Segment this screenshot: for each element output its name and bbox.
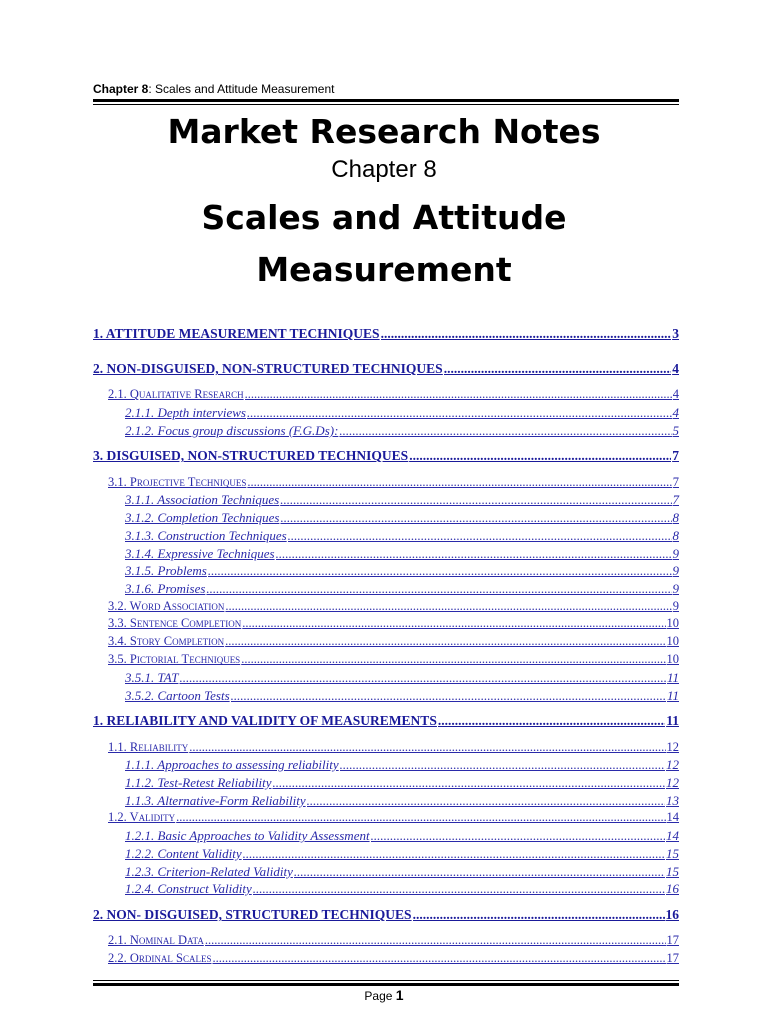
toc-entry-level3[interactable]	[125, 688, 679, 704]
toc-entry-page: 16	[665, 907, 679, 922]
toc-entry-title: 1.2.1. Basic Approaches to Validity Assessment	[125, 828, 370, 843]
toc-entry-page: 8	[672, 510, 679, 525]
toc-entry-page: 11	[666, 688, 679, 703]
toc-dot-leader	[225, 634, 665, 649]
toc-entry-title: 2.1.1. Depth interviews	[125, 405, 246, 420]
toc-dot-leader	[179, 670, 665, 686]
toc-entry-page: 7	[672, 492, 679, 507]
toc-entry-title: 1.1. Reliability	[108, 740, 189, 754]
toc-dot-leader	[381, 326, 672, 342]
toc-dot-leader	[243, 846, 665, 862]
toc-entry-title: 2.1.2. Focus group discussions (F.G.Ds):	[125, 423, 339, 438]
toc-entry-page: 8	[672, 528, 679, 543]
toc-dot-leader	[241, 652, 665, 667]
toc-entry-title: 2. NON-DISGUISED, NON-STRUCTURED TECHNIQUES	[93, 361, 443, 376]
toc-dot-leader	[231, 688, 666, 704]
toc-entry-level3[interactable]	[125, 846, 679, 862]
toc-entry-level3[interactable]	[125, 775, 679, 791]
toc-entry-level2[interactable]	[108, 810, 679, 825]
toc-dot-leader	[276, 546, 672, 562]
toc-dot-leader	[253, 881, 665, 897]
chapter-title-line2: Measurement	[256, 250, 512, 289]
footer-rule	[93, 983, 679, 986]
toc-entry-title: 3.1.4. Expressive Techniques	[125, 546, 275, 561]
toc-entry-page: 17	[666, 933, 679, 947]
toc-dot-leader	[444, 361, 672, 377]
toc-entry-title: 1. RELIABILITY AND VALIDITY OF MEASUREMENTS	[93, 713, 437, 728]
toc-entry-page: 12	[666, 757, 679, 772]
toc-entry-level2[interactable]	[108, 475, 679, 490]
toc-entry-level3[interactable]	[125, 405, 679, 421]
toc-entry-title: 3.5. Pictorial Techniques	[108, 652, 241, 666]
toc-entry-title: 1.1.1. Approaches to assessing reliability	[125, 757, 339, 772]
toc-entry-page: 15	[666, 864, 679, 879]
toc-entry-page: 3	[672, 326, 679, 341]
toc-entry-level3[interactable]	[125, 881, 679, 897]
toc-entry-level3[interactable]	[125, 492, 679, 508]
toc-dot-leader	[307, 793, 665, 809]
toc-dot-leader	[176, 810, 665, 825]
toc-entry-title: 2. NON- DISGUISED, STRUCTURED TECHNIQUES	[93, 907, 412, 922]
toc-entry-title: 3.1.3. Construction Techniques	[125, 528, 287, 543]
header-chapter-label: Chapter 8	[93, 82, 149, 96]
toc-entry-page: 13	[666, 793, 679, 808]
toc-entry-page: 9	[672, 581, 679, 596]
toc-entry-level2[interactable]	[108, 951, 679, 966]
toc-entry-level3[interactable]	[125, 670, 679, 686]
toc-dot-leader	[225, 599, 671, 614]
toc-entry-page: 10	[666, 634, 679, 648]
toc-entry-level3[interactable]	[125, 581, 679, 597]
toc-entry-level3[interactable]	[125, 528, 679, 544]
toc-entry-title: 1.1.3. Alternative-Form Reliability	[125, 793, 306, 808]
running-header	[93, 82, 334, 96]
toc-entry-page: 16	[666, 881, 679, 896]
header-chapter-title: : Scales and Attitude Measurement	[148, 82, 335, 96]
toc-dot-leader	[339, 423, 671, 439]
toc-entry-page: 4	[672, 361, 679, 376]
toc-entry-level2[interactable]	[108, 740, 679, 755]
chapter-title-line1: Scales and Attitude	[201, 198, 567, 237]
toc-dot-leader	[205, 933, 666, 948]
toc-entry-level3[interactable]	[125, 563, 679, 579]
toc-entry-page: 4	[672, 387, 679, 401]
toc-entry-title: 2.1. Qualitative Research	[108, 387, 244, 401]
toc-dot-leader	[340, 757, 665, 773]
toc-dot-leader	[280, 492, 671, 508]
toc-entry-title: 3.5.2. Cartoon Tests	[125, 688, 230, 703]
toc-dot-leader	[247, 405, 672, 421]
toc-entry-page: 14	[666, 828, 679, 843]
toc-entry-level1[interactable]	[93, 907, 679, 923]
chapter-label: Chapter 8	[331, 156, 437, 183]
page-number: 1	[395, 987, 404, 1003]
document-title: Market Research Notes	[167, 112, 601, 151]
toc-entry-level2[interactable]	[108, 387, 679, 402]
toc-entry-level2[interactable]	[108, 652, 679, 667]
toc-entry-title: 3.1.2. Completion Techniques	[125, 510, 280, 525]
toc-entry-level3[interactable]	[125, 828, 679, 844]
toc-entry-page: 17	[666, 951, 679, 965]
toc-dot-leader	[212, 951, 665, 966]
toc-entry-page: 15	[666, 846, 679, 861]
toc-entry-level3[interactable]	[125, 546, 679, 562]
toc-entry-title: 2.1. Nominal Data	[108, 933, 204, 947]
toc-entry-level1[interactable]	[93, 326, 679, 342]
toc-entry-level1[interactable]	[93, 361, 679, 377]
toc-entry-page: 11	[666, 670, 679, 685]
footer-rule-thin	[93, 980, 679, 981]
toc-dot-leader	[288, 528, 672, 544]
header-rule	[93, 99, 679, 102]
toc-entry-page: 4	[672, 405, 679, 420]
toc-dot-leader	[208, 563, 672, 579]
toc-entry-page: 7	[672, 475, 679, 489]
toc-dot-leader	[247, 475, 671, 490]
toc-entry-page: 9	[672, 546, 679, 561]
page-footer	[0, 987, 768, 1003]
toc-entry-page: 7	[672, 448, 679, 463]
toc-entry-title: 1.1.2. Test-Retest Reliability	[125, 775, 272, 790]
toc-entry-level1[interactable]	[93, 713, 679, 729]
toc-dot-leader	[272, 775, 665, 791]
toc-entry-page: 9	[672, 599, 679, 613]
toc-dot-leader	[280, 510, 671, 526]
toc-entry-level3[interactable]	[125, 793, 679, 809]
toc-entry-title: 1.2. Validity	[108, 810, 176, 824]
chapter-title	[0, 192, 768, 296]
toc-entry-level1[interactable]	[93, 448, 679, 464]
toc-entry-title: 3.1. Projective Techniques	[108, 475, 247, 489]
toc-entry-level3[interactable]	[125, 864, 679, 880]
toc-entry-level2[interactable]	[108, 634, 679, 649]
toc-dot-leader	[189, 740, 665, 755]
toc-entry-title: 2.2. Ordinal Scales	[108, 951, 212, 965]
toc-entry-title: 3.1.6. Promises	[125, 581, 206, 596]
toc-entry-level2[interactable]	[108, 616, 679, 631]
toc-entry-page: 11	[666, 713, 679, 728]
toc-dot-leader	[413, 907, 665, 923]
toc-entry-page: 10	[666, 616, 679, 630]
toc-dot-leader	[206, 581, 671, 597]
toc-entry-title: 3.1.1. Association Techniques	[125, 492, 280, 507]
toc-entry-title: 3.3. Sentence Completion	[108, 616, 242, 630]
toc-entry-title: 1.2.3. Criterion-Related Validity	[125, 864, 293, 879]
toc-entry-title: 3.4. Story Completion	[108, 634, 225, 648]
toc-entry-title: 3.2. Word Association	[108, 599, 225, 613]
toc-entry-page: 14	[666, 810, 679, 824]
toc-dot-leader	[438, 713, 665, 729]
toc-entry-title: 3.5.1. TAT	[125, 670, 179, 685]
toc-entry-level3[interactable]	[125, 510, 679, 526]
toc-entry-page: 12	[666, 775, 679, 790]
toc-dot-leader	[409, 448, 671, 464]
toc-entry-title: 1.2.4. Construct Validity	[125, 881, 252, 896]
toc-entry-page: 5	[672, 423, 679, 438]
toc-entry-title: 1. ATTITUDE MEASUREMENT TECHNIQUES	[93, 326, 380, 341]
toc-dot-leader	[245, 387, 672, 402]
toc-dot-leader	[294, 864, 665, 880]
toc-entry-page: 9	[672, 563, 679, 578]
toc-entry-level2[interactable]	[108, 599, 679, 614]
toc-entry-page: 10	[666, 652, 679, 666]
toc-dot-leader	[371, 828, 665, 844]
toc-entry-title: 3. DISGUISED, NON-STRUCTURED TECHNIQUES	[93, 448, 409, 463]
page-label: Page	[364, 989, 393, 1003]
toc-entry-level3[interactable]	[125, 757, 679, 773]
header-rule-thin	[93, 104, 679, 105]
toc-entry-level3[interactable]	[125, 423, 679, 439]
toc-entry-title: 1.2.2. Content Validity	[125, 846, 242, 861]
toc-dot-leader	[242, 616, 665, 631]
toc-entry-level2[interactable]	[108, 933, 679, 948]
toc-entry-title: 3.1.5. Problems	[125, 563, 207, 578]
toc-entry-page: 12	[666, 740, 679, 754]
